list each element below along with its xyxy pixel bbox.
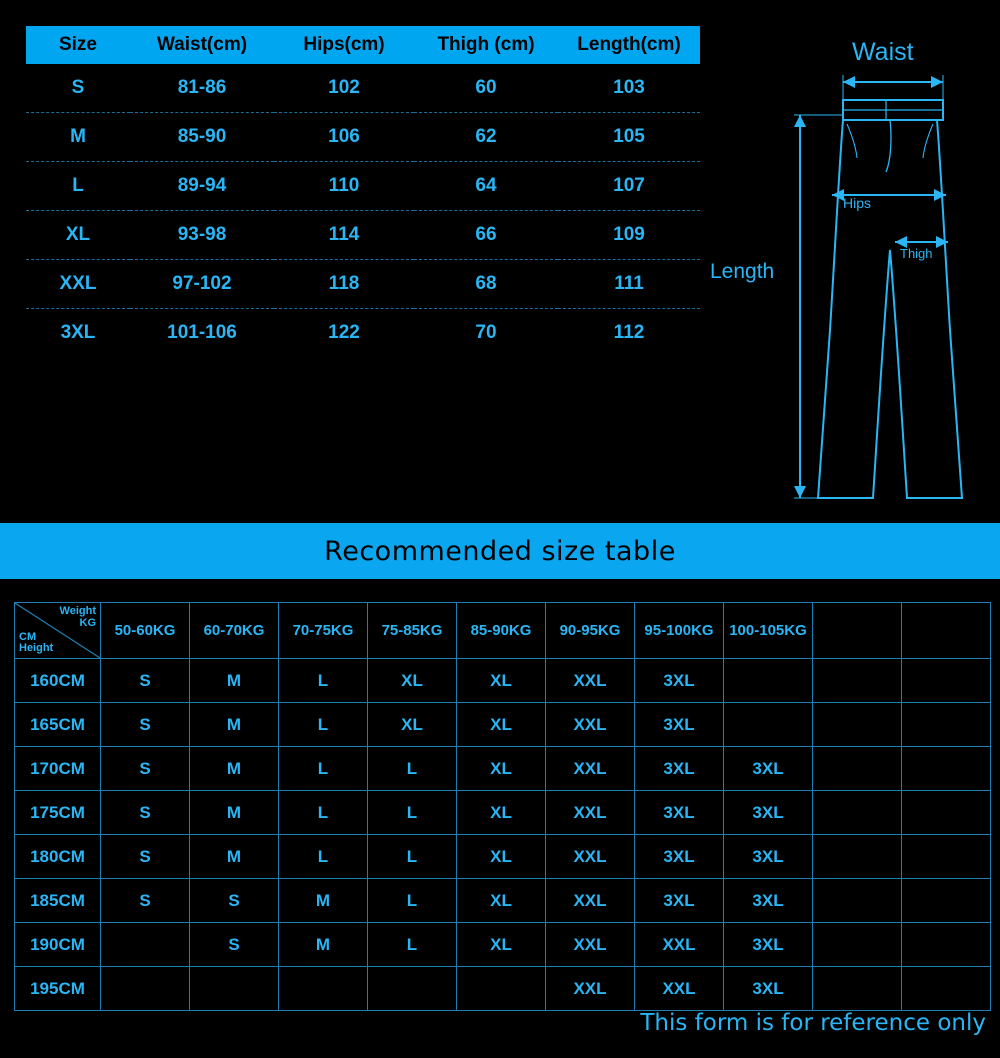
cell-size: XL bbox=[26, 211, 130, 260]
rec-cell: S bbox=[190, 923, 279, 967]
rec-cell bbox=[902, 967, 991, 1011]
height-label: 185CM bbox=[15, 879, 101, 923]
rec-cell: XL bbox=[368, 703, 457, 747]
rec-cell: S bbox=[101, 659, 190, 703]
rec-cell: S bbox=[190, 879, 279, 923]
column-header-waist: Waist(cm) bbox=[130, 26, 274, 64]
rec-cell bbox=[190, 967, 279, 1011]
rec-cell: M bbox=[190, 747, 279, 791]
rec-cell bbox=[101, 967, 190, 1011]
rec-cell: 3XL bbox=[635, 703, 724, 747]
recommended-size-banner bbox=[0, 523, 1000, 579]
rec-cell: XXL bbox=[546, 703, 635, 747]
height-label: 195CM bbox=[15, 967, 101, 1011]
rec-cell: M bbox=[279, 879, 368, 923]
cell-waist: 93-98 bbox=[130, 211, 274, 260]
table-row bbox=[26, 162, 700, 211]
cell-waist: 97-102 bbox=[130, 260, 274, 309]
banner-title: Recommended size table bbox=[324, 535, 676, 567]
cell-waist: 81-86 bbox=[130, 64, 274, 113]
reference-footnote: This form is for reference only bbox=[640, 1010, 986, 1036]
rec-cell: XL bbox=[457, 703, 546, 747]
cell-thigh: 64 bbox=[414, 162, 558, 211]
cell-thigh: 66 bbox=[414, 211, 558, 260]
size-measurements-table bbox=[26, 26, 700, 357]
rec-cell bbox=[813, 791, 902, 835]
rec-cell: XL bbox=[457, 835, 546, 879]
cell-thigh: 62 bbox=[414, 113, 558, 162]
rec-cell: L bbox=[279, 703, 368, 747]
cell-size: 3XL bbox=[60, 322, 96, 343]
rec-row bbox=[15, 923, 991, 967]
rec-cell: 3XL bbox=[724, 879, 813, 923]
cell-size: L bbox=[26, 162, 130, 211]
cell-size: S bbox=[26, 64, 130, 113]
cell-size: M bbox=[26, 113, 130, 162]
rec-cell: S bbox=[101, 791, 190, 835]
height-label: 190CM bbox=[15, 923, 101, 967]
rec-cell bbox=[902, 747, 991, 791]
rec-cell: XXL bbox=[546, 835, 635, 879]
weight-header bbox=[902, 603, 991, 659]
corner-weight-label: Weight KG bbox=[59, 605, 96, 629]
rec-cell: S bbox=[101, 747, 190, 791]
weight-header: 75-85KG bbox=[368, 603, 457, 659]
rec-cell bbox=[813, 747, 902, 791]
rec-cell bbox=[457, 967, 546, 1011]
rec-cell: 3XL bbox=[635, 835, 724, 879]
weight-header: 70-75KG bbox=[279, 603, 368, 659]
rec-cell: L bbox=[368, 879, 457, 923]
cell-waist: 85-90 bbox=[130, 113, 274, 162]
rec-cell: L bbox=[279, 747, 368, 791]
rec-cell bbox=[813, 835, 902, 879]
rec-row bbox=[15, 967, 991, 1011]
rec-cell: L bbox=[279, 835, 368, 879]
rec-cell bbox=[813, 923, 902, 967]
cell-waist: 101-106 bbox=[167, 322, 237, 343]
weight-header: 50-60KG bbox=[101, 603, 190, 659]
table-row bbox=[26, 211, 700, 260]
rec-cell: L bbox=[368, 923, 457, 967]
rec-cell: XXL bbox=[546, 747, 635, 791]
rec-cell: XL bbox=[457, 747, 546, 791]
rec-cell bbox=[813, 659, 902, 703]
cell-hips: 102 bbox=[274, 64, 414, 113]
rec-cell bbox=[724, 703, 813, 747]
diagram-label-length: Length bbox=[710, 260, 775, 283]
cell-length: 109 bbox=[558, 211, 700, 260]
rec-cell: 3XL bbox=[635, 791, 724, 835]
rec-cell: M bbox=[190, 703, 279, 747]
rec-cell: XXL bbox=[546, 791, 635, 835]
rec-cell: S bbox=[101, 835, 190, 879]
rec-cell: S bbox=[101, 879, 190, 923]
table-row bbox=[26, 260, 700, 309]
rec-cell: XL bbox=[457, 791, 546, 835]
rec-cell: XL bbox=[368, 659, 457, 703]
cell-length: 105 bbox=[558, 113, 700, 162]
cell-thigh: 70 bbox=[475, 322, 497, 343]
rec-row bbox=[15, 791, 991, 835]
rec-cell: M bbox=[279, 923, 368, 967]
rec-cell bbox=[902, 923, 991, 967]
axis-corner-cell bbox=[15, 603, 101, 659]
cell-length: 103 bbox=[558, 64, 700, 113]
height-label: 160CM bbox=[15, 659, 101, 703]
cell-thigh: 60 bbox=[414, 64, 558, 113]
rec-cell: XL bbox=[457, 659, 546, 703]
rec-cell bbox=[724, 659, 813, 703]
rec-cell bbox=[368, 967, 457, 1011]
cell-length: 112 bbox=[613, 322, 645, 343]
height-label: 180CM bbox=[15, 835, 101, 879]
rec-cell: M bbox=[190, 835, 279, 879]
pants-outline-icon bbox=[818, 100, 962, 498]
diagram-label-hips: Hips bbox=[843, 195, 872, 211]
cell-hips: 106 bbox=[274, 113, 414, 162]
rec-row bbox=[15, 879, 991, 923]
weight-header bbox=[813, 603, 902, 659]
rec-cell: 3XL bbox=[724, 967, 813, 1011]
column-header-size: Size bbox=[26, 26, 130, 64]
cell-waist: 89-94 bbox=[130, 162, 274, 211]
weight-header: 100-105KG bbox=[724, 603, 813, 659]
rec-cell: XXL bbox=[546, 967, 635, 1011]
column-header-thigh: Thigh (cm) bbox=[414, 26, 558, 64]
rec-cell bbox=[813, 967, 902, 1011]
rec-cell: XXL bbox=[635, 967, 724, 1011]
cell-size: XXL bbox=[26, 260, 130, 309]
cell-hips: 118 bbox=[274, 260, 414, 309]
rec-cell: XXL bbox=[635, 923, 724, 967]
rec-cell: L bbox=[368, 747, 457, 791]
rec-cell: XXL bbox=[546, 659, 635, 703]
rec-cell: 3XL bbox=[635, 879, 724, 923]
rec-cell bbox=[902, 879, 991, 923]
table-row bbox=[26, 309, 700, 358]
weight-header: 85-90KG bbox=[457, 603, 546, 659]
column-header-hips: Hips(cm) bbox=[274, 26, 414, 64]
cell-thigh: 68 bbox=[414, 260, 558, 309]
rec-cell bbox=[902, 659, 991, 703]
column-header-length: Length(cm) bbox=[558, 26, 700, 64]
rec-header-row bbox=[15, 603, 991, 659]
rec-cell: L bbox=[279, 791, 368, 835]
rec-cell: XXL bbox=[546, 879, 635, 923]
height-label: 170CM bbox=[15, 747, 101, 791]
rec-cell bbox=[813, 879, 902, 923]
rec-cell: XL bbox=[457, 923, 546, 967]
cell-length: 107 bbox=[558, 162, 700, 211]
rec-cell: 3XL bbox=[724, 791, 813, 835]
weight-header: 95-100KG bbox=[635, 603, 724, 659]
diagram-label-thigh: Thigh bbox=[900, 246, 933, 261]
cell-hips: 122 bbox=[328, 322, 360, 343]
table-row bbox=[26, 64, 700, 113]
rec-row bbox=[15, 659, 991, 703]
rec-cell: M bbox=[190, 791, 279, 835]
weight-header: 60-70KG bbox=[190, 603, 279, 659]
height-label: 165CM bbox=[15, 703, 101, 747]
height-label: 175CM bbox=[15, 791, 101, 835]
rec-cell: S bbox=[101, 703, 190, 747]
rec-cell: 3XL bbox=[724, 835, 813, 879]
rec-row bbox=[15, 703, 991, 747]
rec-cell bbox=[101, 923, 190, 967]
rec-cell: 3XL bbox=[724, 747, 813, 791]
rec-cell: 3XL bbox=[635, 659, 724, 703]
diagram-label-waist: Waist bbox=[852, 38, 914, 66]
rec-cell: XXL bbox=[546, 923, 635, 967]
pants-measurement-diagram bbox=[710, 20, 995, 520]
rec-cell: L bbox=[279, 659, 368, 703]
rec-cell: 3XL bbox=[724, 923, 813, 967]
rec-cell: L bbox=[368, 835, 457, 879]
recommended-size-table bbox=[14, 602, 991, 1011]
corner-height-label: CM Height bbox=[19, 630, 54, 655]
rec-cell bbox=[279, 967, 368, 1011]
table-row bbox=[26, 113, 700, 162]
rec-row bbox=[15, 747, 991, 791]
rec-cell: 3XL bbox=[635, 747, 724, 791]
rec-cell: L bbox=[368, 791, 457, 835]
rec-cell: M bbox=[190, 659, 279, 703]
cell-length: 111 bbox=[558, 260, 700, 309]
table-header-row bbox=[26, 26, 700, 64]
rec-cell: XL bbox=[457, 879, 546, 923]
rec-cell bbox=[902, 703, 991, 747]
weight-header: 90-95KG bbox=[546, 603, 635, 659]
cell-hips: 110 bbox=[274, 162, 414, 211]
rec-cell bbox=[813, 703, 902, 747]
rec-cell bbox=[902, 791, 991, 835]
rec-row bbox=[15, 835, 991, 879]
cell-hips: 114 bbox=[274, 211, 414, 260]
rec-cell bbox=[902, 835, 991, 879]
